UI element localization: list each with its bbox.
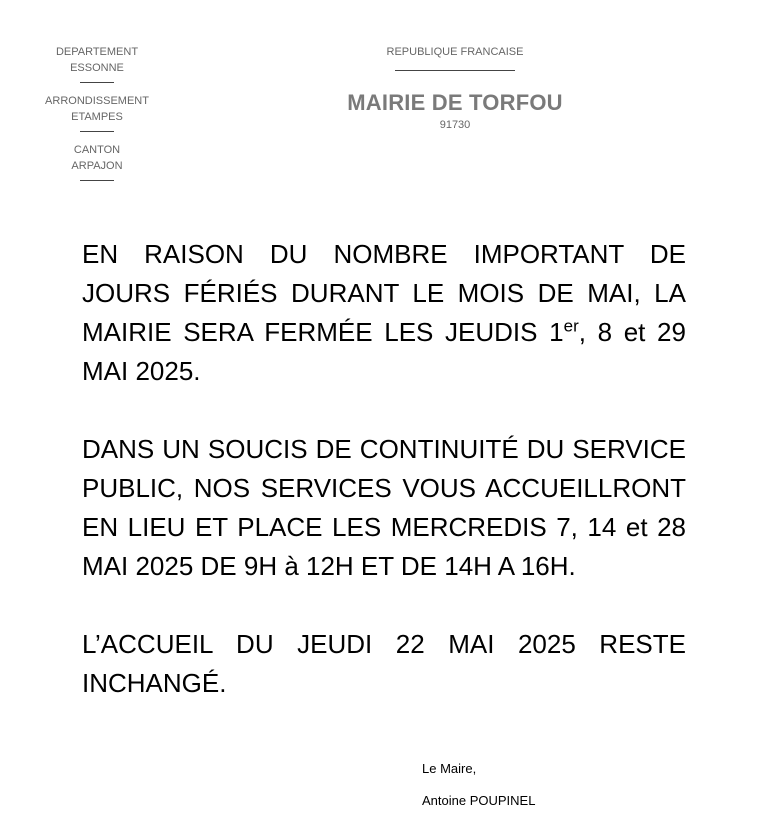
signature-title: Le Maire, [422, 761, 477, 776]
notice-paragraph-2: DANS UN SOUCIS DE CONTINUITÉ DU SERVICE PUBLIC, NOS SERVICES VOUS ACCUEILLRONT EN LIEU ET PLACE LES MERCREDIS 7, 14 et 28 MAI 2025 DE 9H à 12H ET DE 14H A 16H. [82, 434, 686, 581]
canton-line1: CANTON [73, 144, 121, 156]
notice-p1-end: , 8 et 29 MAI 2025. [82, 317, 686, 386]
postal-code: 91730 [439, 119, 471, 131]
divider [80, 131, 114, 132]
notice-paragraph-1 [82, 235, 686, 391]
ordinal-suffix: er [563, 316, 579, 336]
divider [395, 70, 515, 71]
mairie-header [330, 44, 580, 133]
canton-line2: ARPAJON [71, 160, 123, 172]
notice-paragraph-3: L’ACCUEIL DU JEUDI 22 MAI 2025 RESTE INCHANGÉ. [82, 629, 686, 698]
administrative-header [20, 44, 174, 191]
notice-p1-text: EN RAISON DU NOMBRE IMPORTANT DE JOURS FÉRIÉS DURANT LE MOIS DE MAI, LA MAIRIE SERA FERMÉE LES JEUDIS 1 [82, 239, 686, 347]
signature-name: Antoine POUPINEL [422, 793, 536, 808]
departement-line1: DEPARTEMENT [55, 46, 139, 58]
notice-body [82, 235, 686, 742]
arrondissement-line2: ETAMPES [71, 111, 123, 123]
divider [80, 180, 114, 181]
divider [80, 82, 114, 83]
republique-label: REPUBLIQUE FRANCAISE [386, 46, 524, 58]
arrondissement-line1: ARRONDISSEMENT [45, 95, 149, 107]
signature-block [422, 760, 535, 810]
departement-line2: ESSONNE [70, 62, 124, 74]
mairie-title: MAIRIE DE TORFOU [347, 90, 563, 115]
